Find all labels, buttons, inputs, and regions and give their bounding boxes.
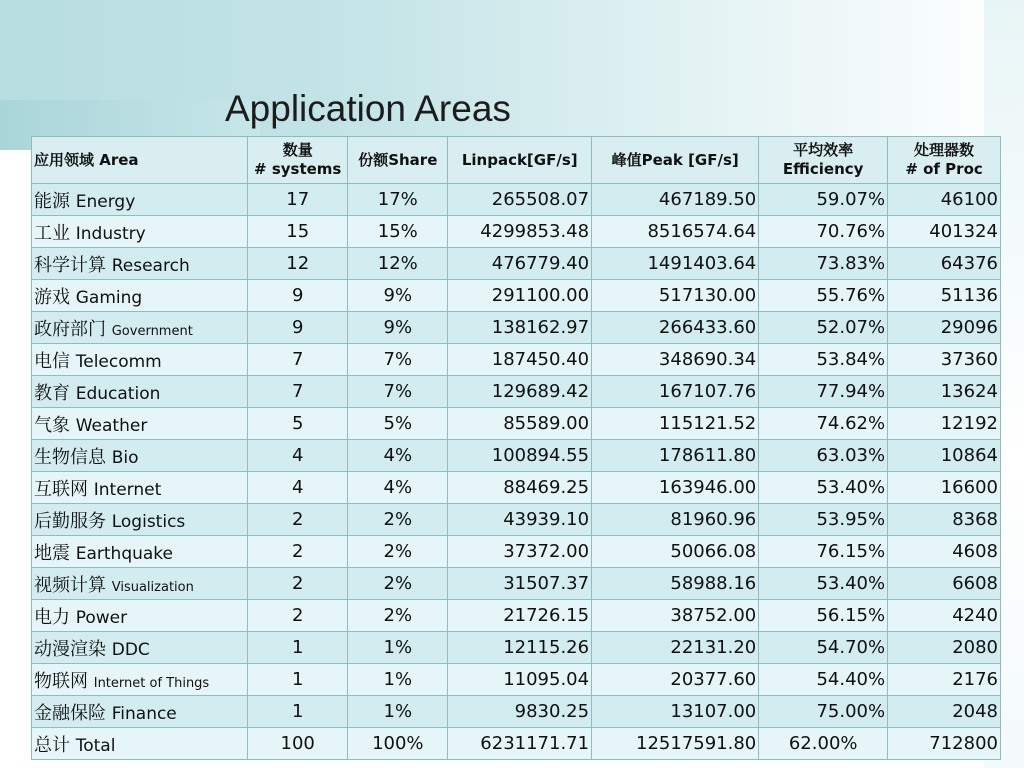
proc-cell: 2080 xyxy=(888,632,1001,664)
header-proc-cn: 处理器数 xyxy=(914,141,975,159)
share-cell: 4% xyxy=(348,472,448,504)
table-row xyxy=(32,664,1001,696)
area-name-cn: 物联网 xyxy=(34,670,88,692)
header-proc-en: # of Proc xyxy=(905,160,983,178)
area-cell xyxy=(32,248,248,280)
area-cell xyxy=(32,696,248,728)
area-name-en: Power xyxy=(75,607,128,628)
proc-cell: 13624 xyxy=(888,376,1001,408)
share-cell: 2% xyxy=(348,568,448,600)
systems-cell: 9 xyxy=(248,312,348,344)
area-name-en: Logistics xyxy=(111,511,186,532)
header-proc xyxy=(888,137,1001,184)
area-name-en: Finance xyxy=(111,703,177,724)
header-efficiency-en: Efficiency xyxy=(782,160,864,178)
table-body xyxy=(32,184,1001,760)
peak-cell: 22131.20 xyxy=(592,632,759,664)
area-cell xyxy=(32,280,248,312)
linpack-cell: 291100.00 xyxy=(448,280,592,312)
efficiency-cell: 54.70% xyxy=(759,632,888,664)
area-name-cn: 科学计算 xyxy=(34,254,106,276)
area-name-cn: 气象 xyxy=(34,414,70,436)
area-name-en: Internet of Things xyxy=(93,675,210,691)
area-cell xyxy=(32,408,248,440)
peak-cell: 167107.76 xyxy=(592,376,759,408)
area-name-en: Research xyxy=(111,255,190,276)
efficiency-cell: 77.94% xyxy=(759,376,888,408)
proc-cell: 29096 xyxy=(888,312,1001,344)
peak-cell: 58988.16 xyxy=(592,568,759,600)
area-cell xyxy=(32,312,248,344)
efficiency-cell: 55.76% xyxy=(759,280,888,312)
efficiency-cell: 59.07% xyxy=(759,184,888,216)
header-systems-en: # systems xyxy=(254,160,342,178)
proc-cell: 12192 xyxy=(888,408,1001,440)
proc-cell: 51136 xyxy=(888,280,1001,312)
page-title: Application Areas xyxy=(225,88,511,129)
area-name-cn: 后勤服务 xyxy=(34,510,106,532)
share-cell: 5% xyxy=(348,408,448,440)
table-row xyxy=(32,504,1001,536)
area-name-en: DDC xyxy=(111,639,150,660)
share-cell: 1% xyxy=(348,632,448,664)
proc-cell: 712800 xyxy=(888,728,1001,760)
systems-cell: 12 xyxy=(248,248,348,280)
area-name-en: Telecomm xyxy=(75,351,162,372)
share-cell: 9% xyxy=(348,280,448,312)
systems-cell: 7 xyxy=(248,376,348,408)
share-cell: 9% xyxy=(348,312,448,344)
peak-cell: 20377.60 xyxy=(592,664,759,696)
table-row xyxy=(32,376,1001,408)
table-row xyxy=(32,248,1001,280)
area-cell xyxy=(32,600,248,632)
table-row xyxy=(32,632,1001,664)
linpack-cell: 88469.25 xyxy=(448,472,592,504)
proc-cell: 4240 xyxy=(888,600,1001,632)
proc-cell: 6608 xyxy=(888,568,1001,600)
area-name-en: Weather xyxy=(75,415,148,436)
efficiency-cell: 53.84% xyxy=(759,344,888,376)
systems-cell: 2 xyxy=(248,568,348,600)
area-name-cn: 视频计算 xyxy=(34,574,106,596)
efficiency-cell: 70.76% xyxy=(759,216,888,248)
peak-cell: 115121.52 xyxy=(592,408,759,440)
systems-cell: 1 xyxy=(248,664,348,696)
efficiency-cell: 76.15% xyxy=(759,536,888,568)
area-cell xyxy=(32,184,248,216)
area-name-cn: 能源 xyxy=(34,190,70,212)
linpack-cell: 43939.10 xyxy=(448,504,592,536)
area-name-cn: 政府部门 xyxy=(34,318,106,340)
systems-cell: 2 xyxy=(248,600,348,632)
table-row xyxy=(32,600,1001,632)
share-cell: 7% xyxy=(348,376,448,408)
systems-cell: 2 xyxy=(248,504,348,536)
share-cell: 100% xyxy=(348,728,448,760)
table-row xyxy=(32,472,1001,504)
table-row xyxy=(32,344,1001,376)
share-cell: 12% xyxy=(348,248,448,280)
peak-cell: 81960.96 xyxy=(592,504,759,536)
area-name-en: Visualization xyxy=(111,579,194,595)
area-name-cn: 电信 xyxy=(34,350,70,372)
table-row xyxy=(32,280,1001,312)
table-row xyxy=(32,440,1001,472)
linpack-cell: 138162.97 xyxy=(448,312,592,344)
table-row xyxy=(32,728,1001,760)
header-area: 应用领域 Area xyxy=(32,137,248,184)
linpack-cell: 187450.40 xyxy=(448,344,592,376)
header-efficiency-cn: 平均效率 xyxy=(793,141,854,159)
area-name-cn: 生物信息 xyxy=(34,446,106,468)
proc-cell: 2048 xyxy=(888,696,1001,728)
linpack-cell: 476779.40 xyxy=(448,248,592,280)
table-row xyxy=(32,568,1001,600)
peak-cell: 8516574.64 xyxy=(592,216,759,248)
area-name-cn: 互联网 xyxy=(34,478,88,500)
area-cell xyxy=(32,728,248,760)
efficiency-cell: 52.07% xyxy=(759,312,888,344)
table-row xyxy=(32,536,1001,568)
area-name-en: Internet xyxy=(93,479,162,500)
area-name-cn: 教育 xyxy=(34,382,70,404)
linpack-cell: 100894.55 xyxy=(448,440,592,472)
linpack-cell: 265508.07 xyxy=(448,184,592,216)
header-peak: 峰值Peak [GF/s] xyxy=(592,137,759,184)
efficiency-cell: 62.00% xyxy=(759,728,888,760)
systems-cell: 17 xyxy=(248,184,348,216)
header-share: 份额Share xyxy=(348,137,448,184)
systems-cell: 4 xyxy=(248,440,348,472)
linpack-cell: 11095.04 xyxy=(448,664,592,696)
table-row xyxy=(32,408,1001,440)
area-cell xyxy=(32,472,248,504)
area-name-en: Gaming xyxy=(75,287,143,308)
proc-cell: 10864 xyxy=(888,440,1001,472)
efficiency-cell: 53.40% xyxy=(759,568,888,600)
efficiency-cell: 63.03% xyxy=(759,440,888,472)
area-cell xyxy=(32,376,248,408)
efficiency-cell: 56.15% xyxy=(759,600,888,632)
systems-cell: 5 xyxy=(248,408,348,440)
peak-cell: 13107.00 xyxy=(592,696,759,728)
area-cell xyxy=(32,504,248,536)
proc-cell: 4608 xyxy=(888,536,1001,568)
proc-cell: 8368 xyxy=(888,504,1001,536)
area-name-en: Education xyxy=(75,383,161,404)
efficiency-cell: 75.00% xyxy=(759,696,888,728)
table-row xyxy=(32,312,1001,344)
share-cell: 1% xyxy=(348,696,448,728)
table-header-row xyxy=(32,137,1001,184)
header-linpack: Linpack[GF/s] xyxy=(448,137,592,184)
share-cell: 15% xyxy=(348,216,448,248)
application-areas-table xyxy=(31,136,1001,760)
area-name-en: Industry xyxy=(75,223,146,244)
area-name-en: Total xyxy=(75,735,116,756)
peak-cell: 517130.00 xyxy=(592,280,759,312)
linpack-cell: 21726.15 xyxy=(448,600,592,632)
linpack-cell: 129689.42 xyxy=(448,376,592,408)
efficiency-cell: 53.95% xyxy=(759,504,888,536)
proc-cell: 37360 xyxy=(888,344,1001,376)
table-row xyxy=(32,696,1001,728)
systems-cell: 7 xyxy=(248,344,348,376)
efficiency-cell: 53.40% xyxy=(759,472,888,504)
systems-cell: 2 xyxy=(248,536,348,568)
linpack-cell: 37372.00 xyxy=(448,536,592,568)
area-name-en: Energy xyxy=(75,191,136,212)
header-systems-cn: 数量 xyxy=(282,141,313,159)
area-name-en: Bio xyxy=(111,447,139,468)
peak-cell: 348690.34 xyxy=(592,344,759,376)
peak-cell: 12517591.80 xyxy=(592,728,759,760)
area-name-cn: 总计 xyxy=(34,734,70,756)
area-name-cn: 动漫渲染 xyxy=(34,638,106,660)
proc-cell: 46100 xyxy=(888,184,1001,216)
peak-cell: 178611.80 xyxy=(592,440,759,472)
header-efficiency xyxy=(759,137,888,184)
linpack-cell: 12115.26 xyxy=(448,632,592,664)
systems-cell: 1 xyxy=(248,632,348,664)
proc-cell: 16600 xyxy=(888,472,1001,504)
area-name-en: Earthquake xyxy=(75,543,174,564)
table-row xyxy=(32,216,1001,248)
area-cell xyxy=(32,632,248,664)
table-row xyxy=(32,184,1001,216)
share-cell: 7% xyxy=(348,344,448,376)
header-systems xyxy=(248,137,348,184)
share-cell: 2% xyxy=(348,536,448,568)
efficiency-cell: 73.83% xyxy=(759,248,888,280)
area-cell xyxy=(32,664,248,696)
share-cell: 2% xyxy=(348,600,448,632)
area-name-cn: 工业 xyxy=(34,222,70,244)
area-name-cn: 游戏 xyxy=(34,286,70,308)
linpack-cell: 31507.37 xyxy=(448,568,592,600)
linpack-cell: 4299853.48 xyxy=(448,216,592,248)
area-cell xyxy=(32,568,248,600)
proc-cell: 64376 xyxy=(888,248,1001,280)
area-cell xyxy=(32,344,248,376)
linpack-cell: 6231171.71 xyxy=(448,728,592,760)
systems-cell: 9 xyxy=(248,280,348,312)
systems-cell: 4 xyxy=(248,472,348,504)
peak-cell: 1491403.64 xyxy=(592,248,759,280)
efficiency-cell: 74.62% xyxy=(759,408,888,440)
proc-cell: 401324 xyxy=(888,216,1001,248)
area-name-cn: 电力 xyxy=(34,606,70,628)
share-cell: 2% xyxy=(348,504,448,536)
share-cell: 17% xyxy=(348,184,448,216)
area-name-cn: 地震 xyxy=(34,542,70,564)
peak-cell: 38752.00 xyxy=(592,600,759,632)
systems-cell: 100 xyxy=(248,728,348,760)
area-cell xyxy=(32,216,248,248)
peak-cell: 50066.08 xyxy=(592,536,759,568)
share-cell: 4% xyxy=(348,440,448,472)
systems-cell: 15 xyxy=(248,216,348,248)
peak-cell: 467189.50 xyxy=(592,184,759,216)
area-cell xyxy=(32,440,248,472)
area-name-en: Government xyxy=(111,323,193,339)
efficiency-cell: 54.40% xyxy=(759,664,888,696)
linpack-cell: 9830.25 xyxy=(448,696,592,728)
area-cell xyxy=(32,536,248,568)
systems-cell: 1 xyxy=(248,696,348,728)
peak-cell: 163946.00 xyxy=(592,472,759,504)
linpack-cell: 85589.00 xyxy=(448,408,592,440)
peak-cell: 266433.60 xyxy=(592,312,759,344)
proc-cell: 2176 xyxy=(888,664,1001,696)
area-name-cn: 金融保险 xyxy=(34,702,106,724)
share-cell: 1% xyxy=(348,664,448,696)
